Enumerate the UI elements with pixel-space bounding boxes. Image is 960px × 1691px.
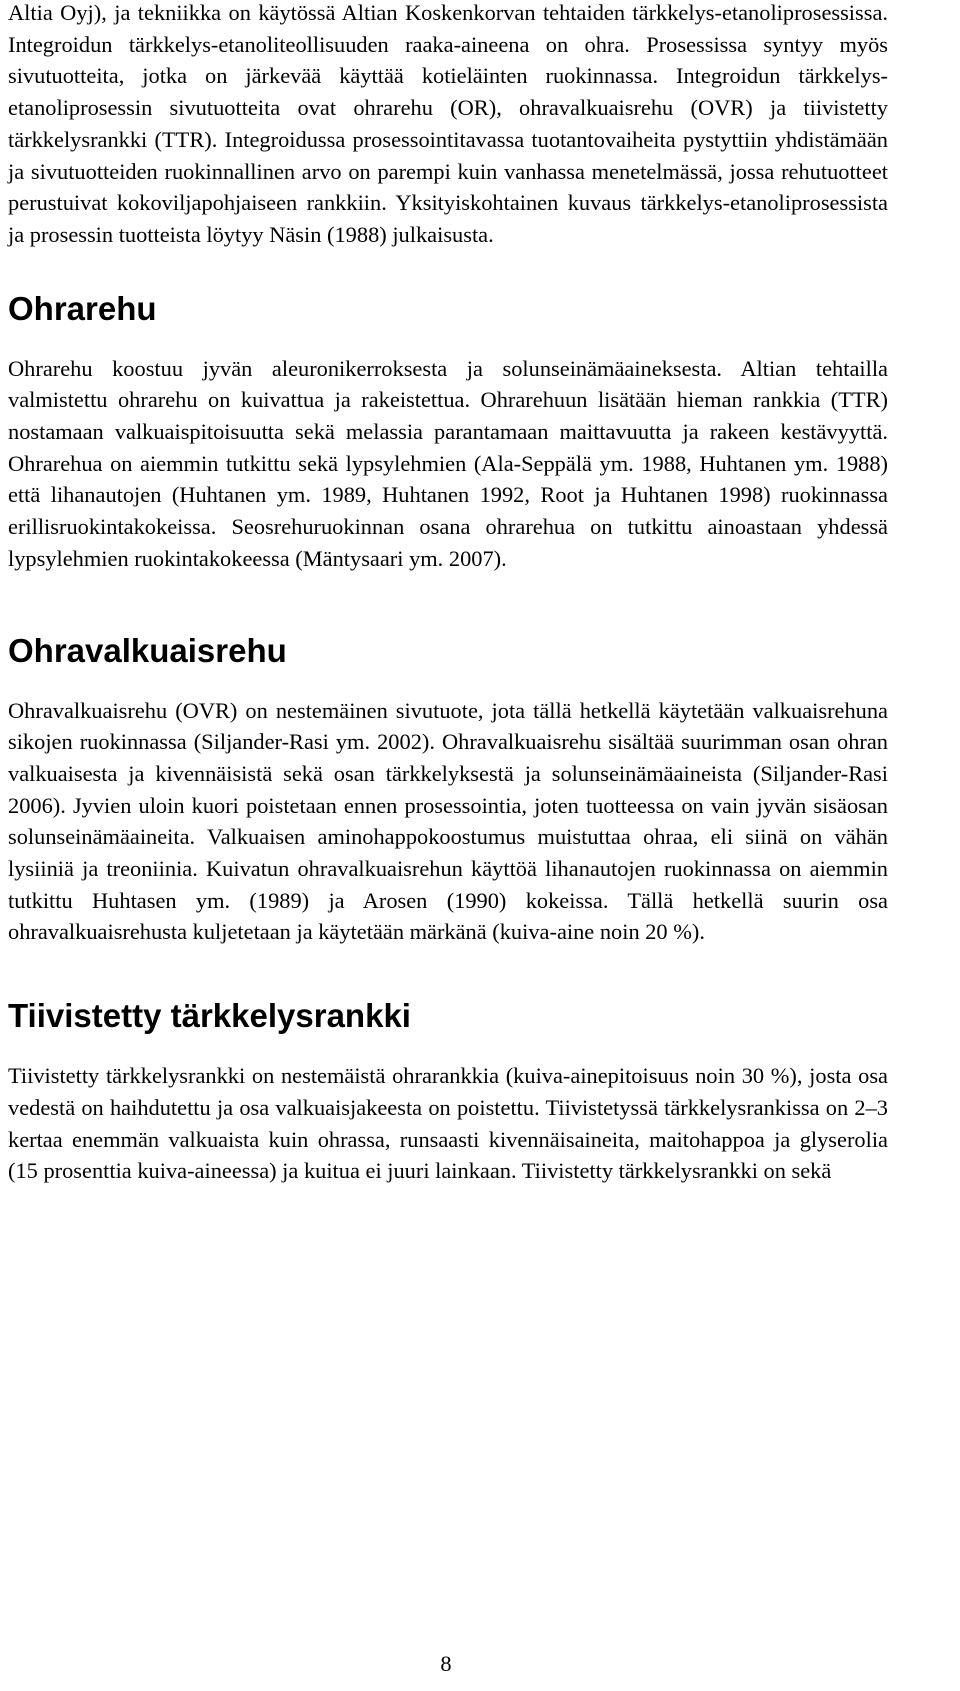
paragraph-tiivistetty-tarkkelysrankki: Tiivistetty tärkkelysrankki on nestemäistä ohrarankkia (kuiva-ainepitoisuus noin 30 %), josta osa vedestä on haihdutettu ja osa valkuaisjakeesta on poistettu. Tiivistetyssä tärkkelysrankissa on 2–3 kertaa enemmän valkuaista kuin ohrassa, runsaasti kivennäisaineita, maitohappoa ja glyserolia (15 prosenttia kuiva-aineessa) ja kuitua ei juuri lainkaan. Tiivistetty tärkkelysrankki on sekä xyxy=(8,1063,888,1184)
page-number: 8 xyxy=(440,1651,452,1676)
heading-tiivistetty-tarkkelysrankki: Tiivistetty tärkkelysrankki xyxy=(8,997,411,1035)
intro-paragraph: Altia Oyj), ja tekniikka on käytössä Altian Koskenkorvan tehtaiden tärkkelys-etanoliprosessissa. Integroidun tärkkelys-etanoliteollisuuden raaka-aineena on ohra. Prosessissa syntyy myös sivutuotteita, jotka on järkevää käyttää kotieläinten ruokinnassa. Integroidun tärkkelys-etanoliprosessin sivutuotteita ovat ohrarehu (OR), ohravalkuaisrehu (OVR) ja tiivistetty tärkkelysrankki (TTR). Integroidussa prosessointitavassa tuotantovaiheita pystyttiin yhdistämään ja sivutuotteiden ruokinnallinen arvo on parempi kuin vanhassa menetelmässä, jossa rehutuotteet perustuivat kokoviljapohjaiseen rankkiin. Yksityiskohtainen kuvaus tärkkelys-etanoliprosessista ja prosessin tuotteista löytyy Näsin (1988) julkaisusta. xyxy=(8,0,888,247)
heading-ohravalkuaisrehu: Ohravalkuaisrehu xyxy=(8,631,287,669)
paragraph-ohrarehu: Ohrarehu koostuu jyvän aleuronikerroksesta ja solunseinämäaineksesta. Altian tehtailla valmistettu ohrarehu on kuivattua ja rakeistettua. Ohrarehuun lisätään hieman rankkia (TTR) nostamaan valkuaispitoisuutta sekä melassia parantamaan maittavuutta ja rakeen kestävyyttä. Ohrarehua on aiemmin tutkittu sekä lypsylehmien (Ala-Seppälä ym. 1988, Huhtanen ym. 1988) että lihanautojen (Huhtanen ym. 1989, Huhtanen 1992, Root ja Huhtanen 1998) ruokinnassa erillisruokintakokeissa. Seosrehuruokinnan osana ohrarehua on tutkittu ainoastaan yhdessä lypsylehmien ruokintakokeessa (Mäntysaari ym. 2007). xyxy=(8,355,888,571)
heading-ohrarehu: Ohrarehu xyxy=(8,289,157,327)
document-page xyxy=(8,0,888,1187)
paragraph-ohravalkuaisrehu: Ohravalkuaisrehu (OVR) on nestemäinen sivutuote, jota tällä hetkellä käytetään valkuaisrehuna sikojen ruokinnassa (Siljander-Rasi ym. 2002). Ohravalkuaisrehu sisältää suurimman osan ohran valkuaisesta ja kivennäisistä sekä osan tärkkelyksestä ja solunseinämäaineista (Siljander-Rasi 2006). Jyvien uloin kuori poistetaan ennen prosessointia, joten tuotteessa on vain jyvän sisäosan solunseinämäaineita. Valkuaisen aminohappokoostumus muistuttaa ohraa, eli siinä on vähän lysiiniä ja treoniinia. Kuivatun ohravalkuaisrehun käyttöä lihanautojen ruokinnassa on aiemmin tutkittu Huhtasen ym. (1989) ja Arosen (1990) kokeissa. Tällä hetkellä suurin osa ohravalkuaisrehusta kuljetetaan ja käytetään märkänä (kuiva-aine noin 20 %). xyxy=(8,697,888,945)
